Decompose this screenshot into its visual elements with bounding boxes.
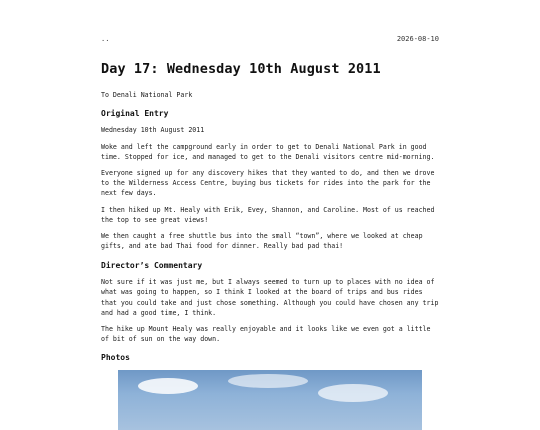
cloud <box>138 378 198 394</box>
commentary-paragraph: The hike up Mount Healy was really enjoyable and it looks like we even got a little of bit of sun on the way down. <box>101 325 431 344</box>
photos-heading: Photos <box>101 353 130 363</box>
post-date: 2026-08-10 <box>396 35 439 43</box>
original-paragraph: I then hiked up Mt. Healy with Erik, Evey, Shannon, and Caroline. Most of us reached the top to see great views! <box>101 205 435 224</box>
original-paragraph: Woke and left the campground early in order to get to Denali National Park in good time. Stopped for ice, and managed to get to the Denali visitors centre mid-morning. <box>101 142 435 161</box>
top-bar <box>101 34 439 44</box>
page-title: Day 17: Wednesday 10th August 2011 <box>101 61 381 77</box>
original-paragraph: Everyone signed up for any discovery hikes that they wanted to do, and then we drove to the Wilderness Access Centre, buying bus tickets for rides into the park for the next few days. <box>101 169 435 198</box>
original-entry-heading: Original Entry <box>101 108 169 118</box>
cloud <box>318 384 388 402</box>
original-entry-date: Wednesday 10th August 2011 <box>101 126 205 135</box>
post-content <box>101 60 441 430</box>
post-subtitle: To Denali National Park <box>101 90 193 99</box>
commentary-paragraph: Not sure if it was just me, but I always seemed to turn up to places with no idea of what was going to happen, so I think I looked at the board of trips and bus rides that you could take and just chose something. Although you could have chosen any trip and had a good time, I think. <box>101 278 439 317</box>
photo-thumbnail[interactable] <box>118 370 422 430</box>
cloud <box>228 374 308 388</box>
commentary-heading: Director’s Commentary <box>101 260 203 270</box>
back-link[interactable]: .. <box>101 35 110 43</box>
original-paragraph: We then caught a free shuttle bus into the small “town”, where we looked at cheap gifts, and ate bad Thai food for dinner. Really bad pad thai! <box>101 232 423 251</box>
